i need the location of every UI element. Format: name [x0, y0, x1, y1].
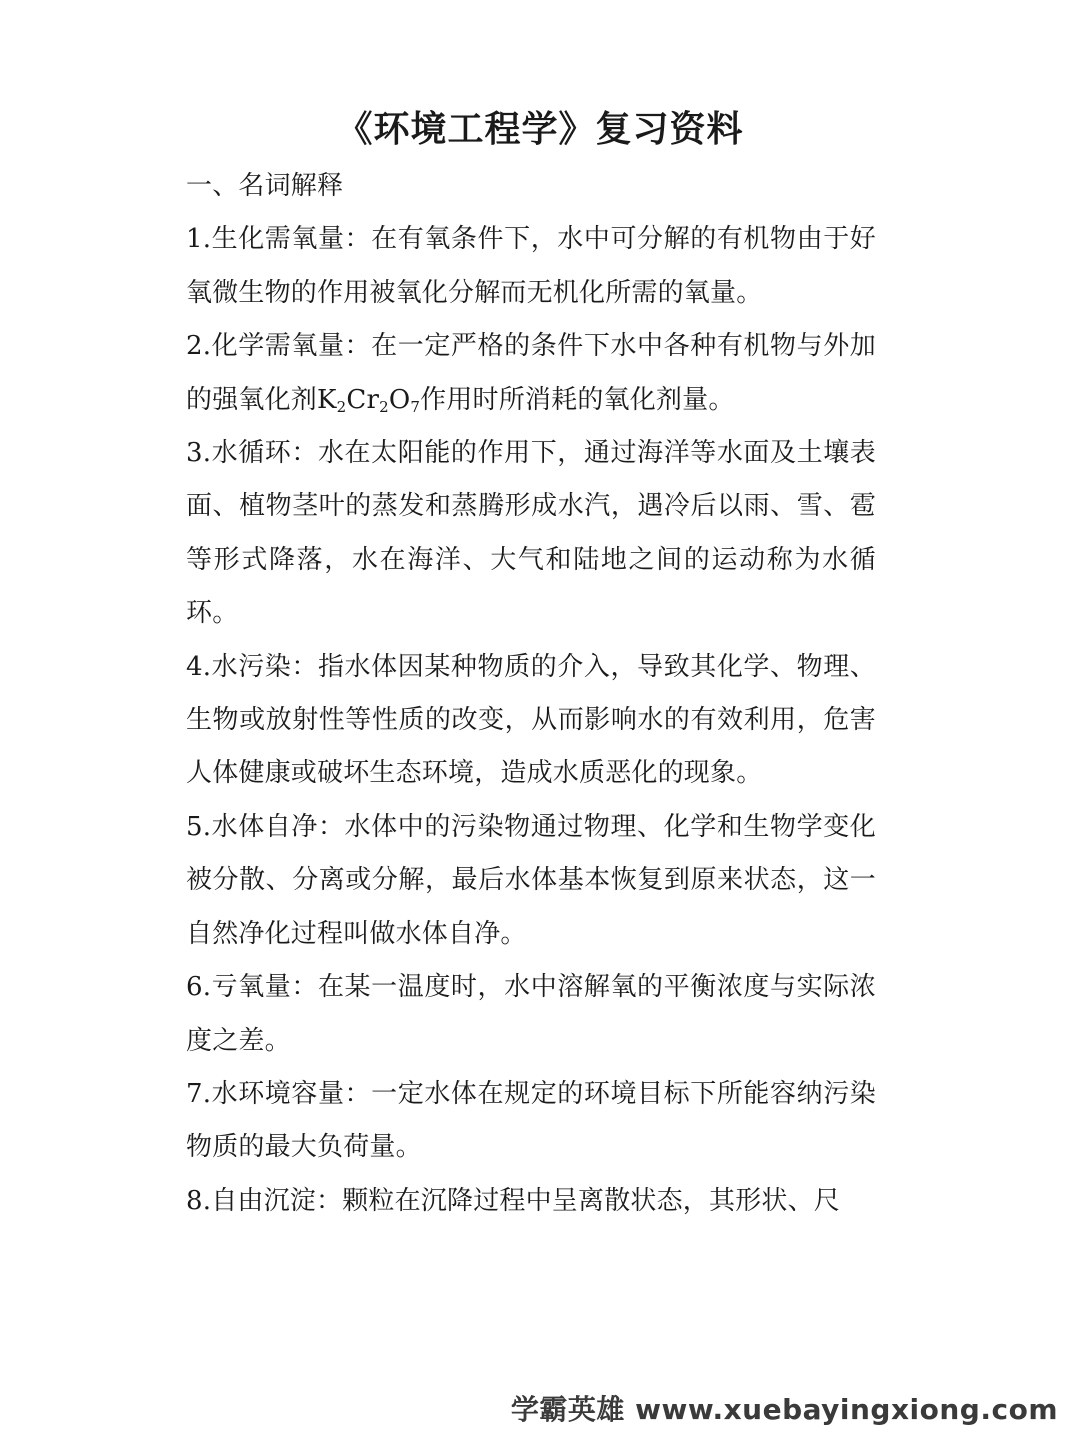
term-entry-3: 3.水循环：水在太阳能的作用下，通过海洋等水面及土壤表面、植物茎叶的蒸发和蒸腾形成水汽，遇冷后以雨、雪、雹等形式降落，水在海洋、大气和陆地之间的运动称为水循环。 — [186, 438, 876, 629]
term-entry-4: 4.水污染：指水体因某种物质的介入，导致其化学、物理、生物或放射性等性质的改变，从而影响水的有效利用，危害人体健康或破坏生态环境，造成水质恶化的现象。 — [186, 651, 876, 789]
document-title: 《环境工程学》复习资料 — [336, 109, 744, 150]
term-entry-2-subscript-2: 2 — [379, 397, 389, 416]
watermark: 学霸英雄 www.xuebayingxiong.com — [510, 1393, 1058, 1426]
term-entry-5: 5.水体自净：水体中的污染物通过物理、化学和生物学变化被分散、分离或分解，最后水体基本恢复到原来状态，这一自然净化过程叫做水体自净。 — [186, 811, 876, 949]
term-entry-2-subscript-3: 7 — [410, 397, 421, 416]
term-entry-2-text-before: 2.化学需氧量：在一定严格的条件下水中各种有机物与外加的强氧化剂K — [186, 331, 876, 415]
term-entry-2-text-after: 作用时所消耗的氧化剂量。 — [420, 384, 735, 415]
document-body — [186, 160, 876, 1228]
term-entry-6: 6.亏氧量：在某一温度时，水中溶解氧的平衡浓度与实际浓度之差。 — [186, 972, 876, 1056]
term-entry-8: 8.自由沉淀：颗粒在沉降过程中呈离散状态，其形状、尺 — [186, 1185, 841, 1216]
term-entry-2-text-mid-1: Cr — [346, 384, 380, 415]
term-entry-2 — [186, 320, 876, 427]
section-heading: 一、名词解释 — [186, 171, 344, 201]
term-entry-2-subscript-1: 2 — [336, 397, 347, 416]
term-entry-1: 1.生化需氧量：在有氧条件下，水中可分解的有机物由于好氧微生物的作用被氧化分解而无机化所需的氧量。 — [186, 224, 876, 308]
term-entry-7: 7.水环境容量：一定水体在规定的环境目标下所能容纳污染物质的最大负荷量。 — [186, 1078, 876, 1163]
term-entry-2-text-mid-2: O — [388, 384, 411, 415]
